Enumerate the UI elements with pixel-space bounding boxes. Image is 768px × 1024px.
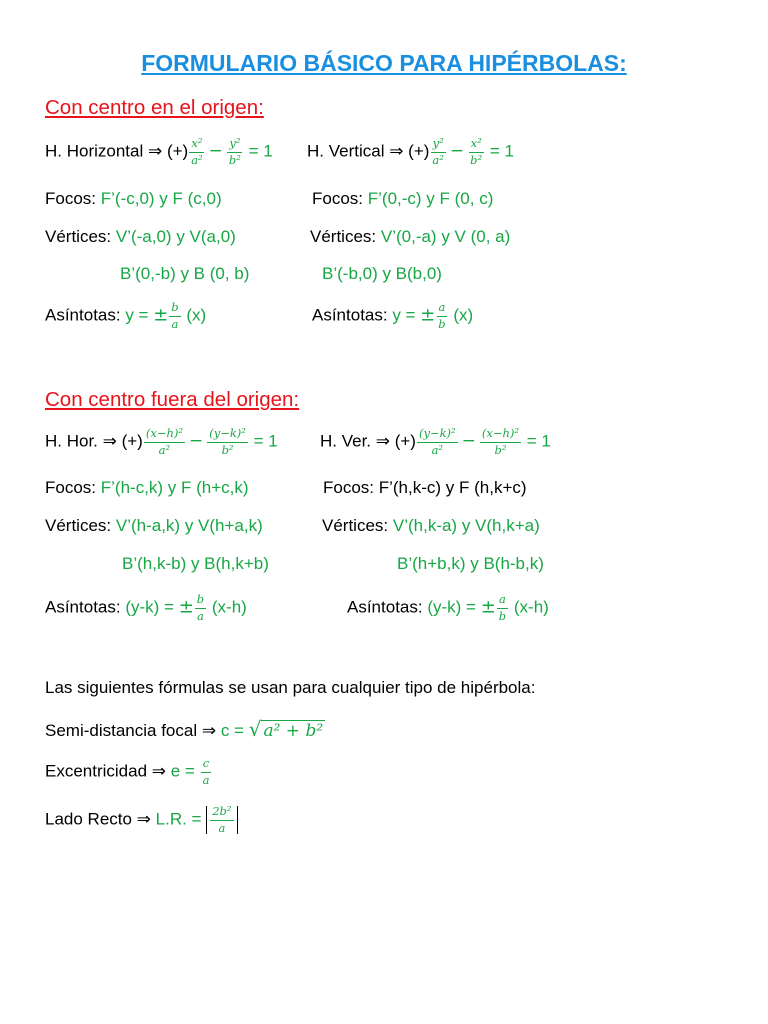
offcenter-vertical-asintotas: Asíntotas: (y-k) = ± $\frac{a}{b}$ (x-h) [347,592,549,623]
fraction: $\frac{\text{(y−k)²}}{\text{a²}}$ [418,426,456,457]
origin-horizontal-equation: H. Horizontal ⇒ (+) $\frac{\text{x²}}{\text{a²}}$ − $\frac{\text{y²}}{\text{b²}}$ = 1 [45,136,273,167]
fraction: $\frac{\text{(y−k)²}}{\text{b²}}$ [209,426,246,457]
fraction: $\frac{a}{b}$ [438,300,446,331]
fraction: $\frac{\text{x²}}{\text{a²}}$ [191,136,203,167]
fraction: $\frac{b}{a}$ [171,300,179,331]
offcenter-vertical-focos: Focos: F’(h,k-c) y F (h,k+c) [323,478,527,497]
general-intro: Las siguientes fórmulas se usan para cualquier tipo de hipérbola: [45,678,536,697]
section-heading-offcenter: Con centro fuera del origen: [45,388,300,411]
fraction: $\frac{c}{a}$ [202,756,210,787]
origin-horizontal-vertices: Vértices: V’(-a,0) y V(a,0) [45,227,236,246]
offcenter-horizontal-b-points: B’(h,k-b) y B(h,k+b) [122,554,269,573]
origin-horizontal-b-points: B’(0,-b) y B (0, b) [120,264,250,283]
fraction: $\frac{\text{2b²}}{a}$ [212,804,232,835]
offcenter-vertical-vertices: Vértices: V’(h,k-a) y V(h,k+a) [322,516,540,535]
page-title: FORMULARIO BÁSICO PARA HIPÉRBOLAS: [141,50,627,76]
offcenter-horizontal-equation: H. Hor. ⇒ (+) $\frac{\text{(x−h)²}}{\text{a²}}$ − $\frac{\text{(y−k)²}}{\text{b²}}$ = 1 [45,426,278,457]
fraction: $\frac{a}{b}$ [498,592,507,623]
origin-vertical-b-points: B’(-b,0) y B(b,0) [322,264,442,283]
fraction: $\frac{\text{y²}}{\text{b²}}$ [228,136,241,167]
semi-distancia-focal: Semi-distancia focal ⇒ c = √ a² + b² [45,717,324,741]
excentricidad: Excentricidad ⇒ e = $\frac{c}{a}$ [45,756,210,787]
fraction: $\frac{\text{y²}}{\text{a²}}$ [432,136,444,167]
equation-label: H. Vertical ⇒ (+) [307,141,430,161]
offcenter-vertical-equation: H. Ver. ⇒ (+) $\frac{\text{(y−k)²}}{\text{a²}}$ − $\frac{\text{(x−h)²}}{\text{b²}}$ = 1 [320,426,551,457]
origin-vertical-asintotas: Asíntotas: y = ± $\frac{a}{b}$ (x) [312,300,474,331]
lado-recto: Lado Recto ⇒ L.R. = $\frac{\text{2b²}}{a}$ [45,806,238,834]
origin-vertical-vertices: Vértices: V’(0,-a) y V (0, a) [310,227,511,246]
section-heading-origin: Con centro en el origen: [45,96,264,119]
origin-vertical-equation: H. Vertical ⇒ (+) $\frac{\text{y²}}{\text{a²}}$ − $\frac{\text{x²}}{\text{b²}}$ = 1 [307,136,514,167]
fraction: $\frac{\text{(x−h)²}}{\text{a²}}$ [145,426,183,457]
fraction: $\frac{\text{x²}}{\text{b²}}$ [470,136,483,167]
origin-horizontal-focos: Focos: F’(-c,0) y F (c,0) [45,189,222,208]
equation-label: H. Ver. ⇒ (+) [320,431,416,451]
origin-horizontal-asintotas: Asíntotas: y = ± $\frac{b}{a}$ (x) [45,300,207,331]
offcenter-vertical-b-points: B’(h+b,k) y B(h-b,k) [397,554,544,573]
offcenter-horizontal-asintotas: Asíntotas: (y-k) = ± $\frac{b}{a}$ (x-h) [45,592,247,623]
fraction: $\frac{\text{(x−h)²}}{\text{b²}}$ [481,426,520,457]
equation-label: H. Hor. ⇒ (+) [45,431,143,451]
fraction: $\frac{b}{a}$ [196,592,205,623]
equation-label: H. Horizontal ⇒ (+) [45,141,189,161]
origin-vertical-focos: Focos: F’(0,-c) y F (0, c) [312,189,494,208]
offcenter-horizontal-focos: Focos: F’(h-c,k) y F (h+c,k) [45,478,249,497]
absolute-value [206,806,237,834]
offcenter-horizontal-vertices: Vértices: V’(h-a,k) y V(h+a,k) [45,516,263,535]
square-root: √ a² + b² [248,717,324,741]
